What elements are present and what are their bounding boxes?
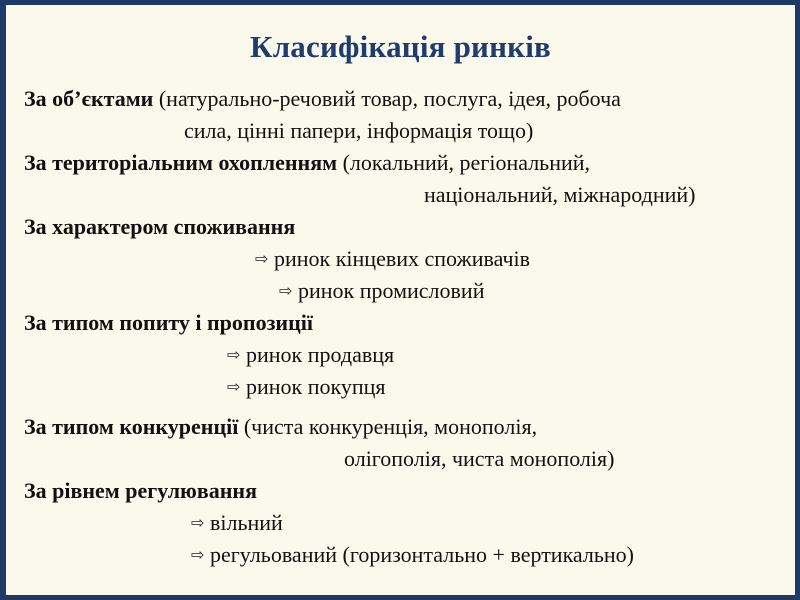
page-title: Класифікація ринків <box>250 29 551 64</box>
demand-label: За типом попиту і пропозиції <box>24 310 313 335</box>
objects-text-1: (натурально-речовий товар, послуга, ідея, робоча <box>158 86 621 111</box>
demand-item-2-text: ринок покупця <box>246 374 386 399</box>
hollow-right-arrow-icon: ⇨ <box>191 513 205 532</box>
regulation-item-2 <box>191 542 634 568</box>
consumption-line <box>24 214 295 240</box>
regulation-item-1 <box>191 510 283 536</box>
consumption-item-1-text: ринок кінцевих споживачів <box>274 246 531 271</box>
regulation-label: За рівнем регулювання <box>24 478 257 503</box>
territory-label: За територіальним охопленням <box>24 150 338 175</box>
regulation-item-2-text: регульований (горизонтально + вертикально) <box>210 542 635 567</box>
hollow-right-arrow-icon: ⇨ <box>255 249 269 268</box>
consumption-item-2 <box>279 278 484 304</box>
competition-line-2 <box>344 446 614 472</box>
demand-line <box>24 310 313 336</box>
hollow-right-arrow-icon: ⇨ <box>191 545 205 564</box>
territory-text-2: національний, міжнародний) <box>424 182 696 207</box>
consumption-item-2-text: ринок промисловий <box>298 278 485 303</box>
hollow-right-arrow-icon: ⇨ <box>227 377 241 396</box>
demand-item-2 <box>227 374 386 400</box>
demand-item-1 <box>227 342 394 368</box>
hollow-right-arrow-icon: ⇨ <box>227 345 241 364</box>
consumption-label: За характером споживання <box>24 214 296 239</box>
competition-text-2: олігополія, чиста монополія) <box>344 446 615 471</box>
hollow-right-arrow-icon: ⇨ <box>279 281 293 300</box>
objects-label: За об’єктами <box>24 86 154 111</box>
objects-line-1 <box>24 86 621 112</box>
objects-text-2: сила, цінні папери, інформація тощо) <box>184 118 534 143</box>
territory-text-1: (локальний, регіональний, <box>342 150 591 175</box>
territory-line-1 <box>24 150 590 176</box>
competition-label: За типом конкуренції <box>24 414 239 439</box>
competition-line-1 <box>24 414 537 440</box>
objects-line-2 <box>184 118 533 144</box>
competition-text-1: (чиста конкуренція, монополія, <box>243 414 538 439</box>
regulation-item-1-text: вільний <box>210 510 283 535</box>
slide <box>6 5 795 595</box>
regulation-line <box>24 478 257 504</box>
demand-item-1-text: ринок продавця <box>246 342 395 367</box>
consumption-item-1 <box>255 246 530 272</box>
territory-line-2 <box>424 182 695 208</box>
